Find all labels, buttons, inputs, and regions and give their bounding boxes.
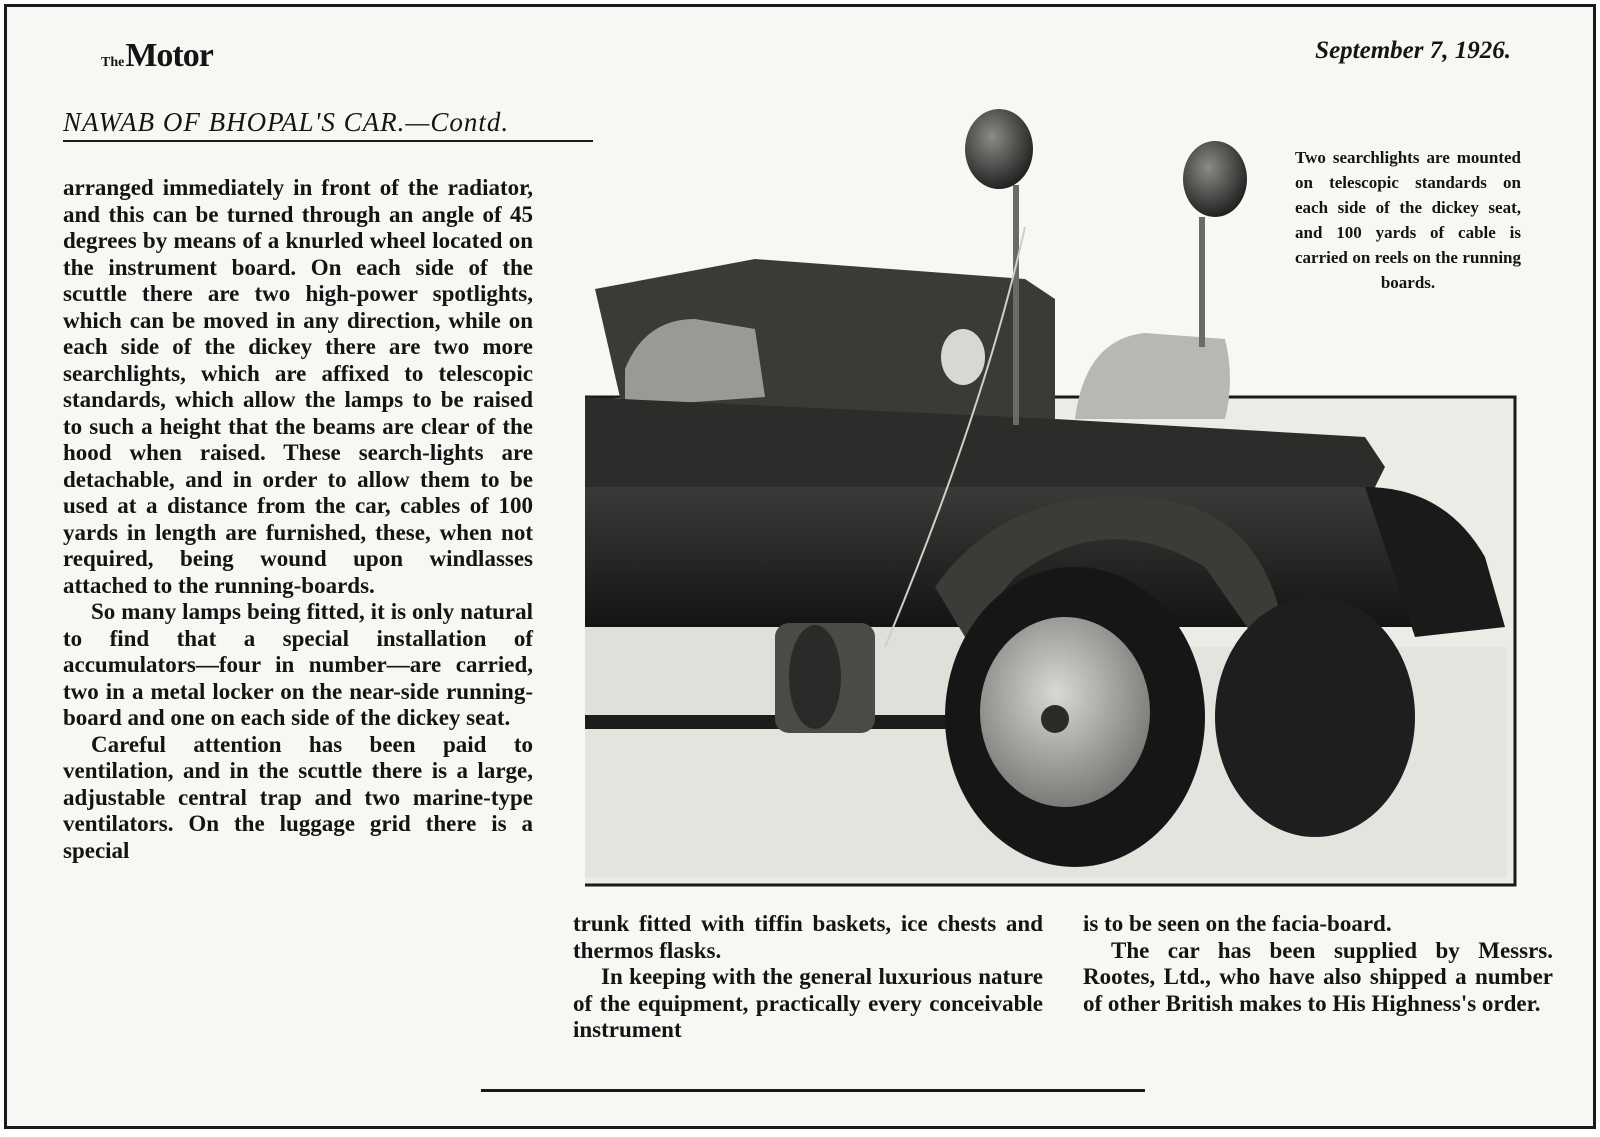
left-searchlight: [965, 109, 1033, 189]
left-paragraph-1: arranged immediately in front of the radiator, and this can be turned through an angle of 45 degrees by means of a knurled wheel located on the instrument board. On each side of the scuttle there are two high-power spotlights, which can be moved in any direction, while on each side of the dickey there are two more searchlights, which are affixed to telescopic standards, which allow the lamps to be raised to such a height that the beams are clear of the hood when raised. These search-lights are detachable, and in order to allow them to be used at a distance from the car, cables of 100 yards in length are furnished, these, when not required, being wound upon windlasses attached to the running-boards.: [63, 175, 533, 598]
masthead-logo: [101, 37, 213, 75]
issue-date: September 7, 1926.: [1315, 37, 1511, 64]
photo-caption: Two searchlights are mounted on telescopic standards on each side of the dickey seat, and 100 yards of cable is carried on reels on the running boards.: [1295, 148, 1521, 292]
footer-rule: [481, 1089, 1145, 1092]
left-paragraph-3: Careful attention has been paid to ventilation, and in the scuttle there is a large, adjustable central trap and two marine-type ventilators. On the luggage grid there is a special: [63, 731, 533, 863]
right-standard: [1199, 217, 1205, 347]
middle-column: [573, 911, 1043, 1044]
left-standard: [1013, 185, 1019, 425]
right-paragraph-2: The car has been supplied by Messrs. Rootes, Ltd., who have also shipped a number of other British makes to His Highness's order.: [1083, 937, 1553, 1016]
spare-wheel: [1215, 597, 1415, 837]
middle-paragraph-1: trunk fitted with tiffin baskets, ice chests and thermos flasks.: [573, 911, 1043, 963]
right-paragraph-1: is to be seen on the facia-board.: [1083, 911, 1392, 936]
newspaper-page: [4, 4, 1596, 1129]
right-column: [1083, 911, 1553, 1017]
article-heading: NAWAB OF BHOPAL'S CAR.—Contd.: [63, 107, 593, 142]
hood-window: [941, 329, 985, 385]
cable-reel-drum: [789, 625, 841, 729]
masthead-motor: Motor: [125, 37, 213, 74]
middle-paragraph-2: In keeping with the general luxurious nature of the equipment, practically every conceivable instrument: [573, 964, 1043, 1042]
left-paragraph-2: So many lamps being fitted, it is only natural to find that a special installation of accumulators—four in number—are carried, two in a metal locker on the near-side running-board and one on each side of the dickey seat.: [63, 599, 533, 730]
left-column: [63, 175, 533, 864]
dickey-seat: [1075, 333, 1230, 419]
wheel-hub: [1041, 705, 1069, 733]
right-searchlight: [1183, 141, 1247, 217]
masthead-the: The: [101, 55, 125, 70]
